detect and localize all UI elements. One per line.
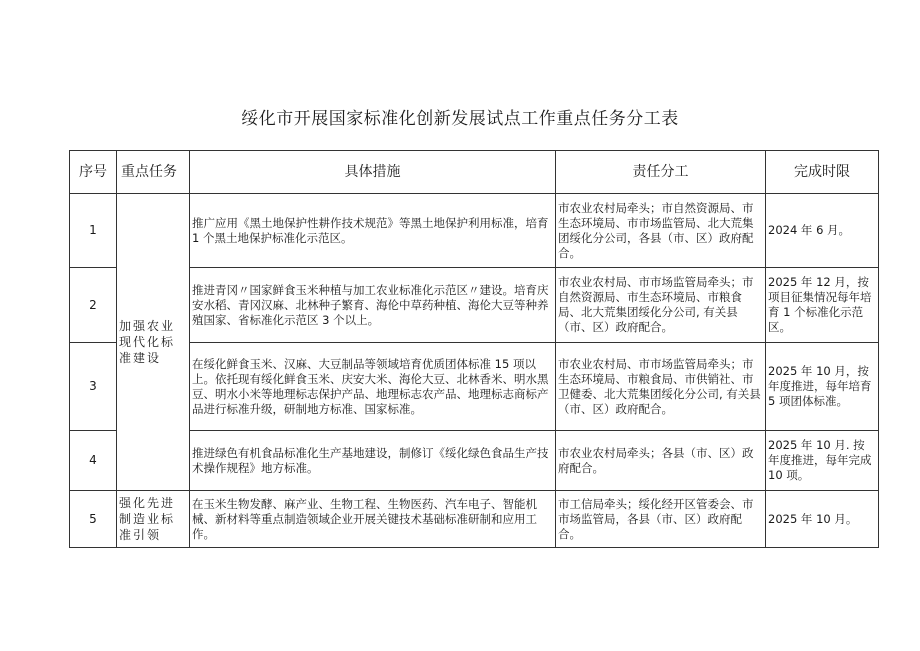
row-number: 4 [70,431,117,491]
measure-cell: 推进青冈〃国家鲜食玉米种植与加工农业标准化示范区〃建设。培育庆安水稻、青冈汉麻、北林种子繁育、海伦中草药种植、海伦大豆等种养殖国家、省标准化示范区 3 个以上。 [190,268,556,343]
page-title: 绥化市开展国家标准化创新发展试点工作重点任务分工表 [241,109,679,129]
row-number: 5 [70,491,117,548]
row-number: 3 [70,343,117,431]
header-row [70,151,879,194]
measure-cell: 推广应用《黑土地保护性耕作技术规范》等黑土地保护利用标准，培育 1 个黑土地保护标准化示范区。 [190,194,556,268]
header-deadline: 完成时限 [766,151,879,194]
header-measure: 具体措施 [190,151,556,194]
table-row [70,268,879,343]
task-category: 加强农业现代化标准建设 [117,194,190,491]
deadline-cell: 2025 年 10 月。 [766,491,879,548]
measure-cell: 在玉米生物发酵、麻产业、生物工程、生物医药、汽车电子、智能机械、新材料等重点制造领域企业开展关键技术基础标准研制和应用工作。 [190,491,556,548]
deadline-cell: 2025 年 12 月，按项目征集情况每年培育 1 个标准化示范区。 [766,268,879,343]
row-number: 2 [70,268,117,343]
header-duty: 责任分工 [556,151,766,194]
duty-cell: 市农业农村局、市市场监管局牵头；市自然资源局、市生态环境局、市粮食局、北大荒集团绥化分公司, 有关县（市、区）政府配合。 [556,268,766,343]
deadline-cell: 2025 年 10 月. 按年度推进，每年完成 10 项。 [766,431,879,491]
header-task: 重点任务 [117,151,190,194]
measure-cell: 在绥化鲜食玉米、汉麻、大豆制品等领域培育优质团体标准 15 项以上。依托现有绥化鲜食玉米、庆安大米、海伦大豆、北林香米、明水黑豆、明水小米等地理标志保护产品、地理标志农产品、地理标志商标产品进行标准升级，研制地方标准、国家标准。 [190,343,556,431]
header-no: 序号 [70,151,117,194]
task-table [69,150,879,548]
duty-cell: 市农业农村局牵头；各县（市、区）政府配合。 [556,431,766,491]
duty-cell: 市工信局牵头；绥化经开区管委会、市市场监管局，各县（市、区）政府配合。 [556,491,766,548]
duty-cell: 市农业农村局牵头；市自然资源局、市生态环境局、市市场监管局、北大荒集团绥化分公司，各县（市、区）政府配合。 [556,194,766,268]
task-category: 强化先进制造业标准引领 [117,491,190,548]
table-row [70,194,879,268]
table-row [70,431,879,491]
deadline-cell: 2025 年 10 月，按年度推进，每年培育 5 项团体标准。 [766,343,879,431]
table-row [70,491,879,548]
duty-cell: 市农业农村局、市市场监管局牵头；市生态环境局、市粮食局、市供销社、市卫健委、北大荒集团绥化分公司, 有关县（市、区）政府配合。 [556,343,766,431]
deadline-cell: 2024 年 6 月。 [766,194,879,268]
measure-cell: 推进绿色有机食品标准化生产基地建设，制修订《绥化绿色食品生产技术操作规程》地方标准。 [190,431,556,491]
row-number: 1 [70,194,117,268]
table-row [70,343,879,431]
